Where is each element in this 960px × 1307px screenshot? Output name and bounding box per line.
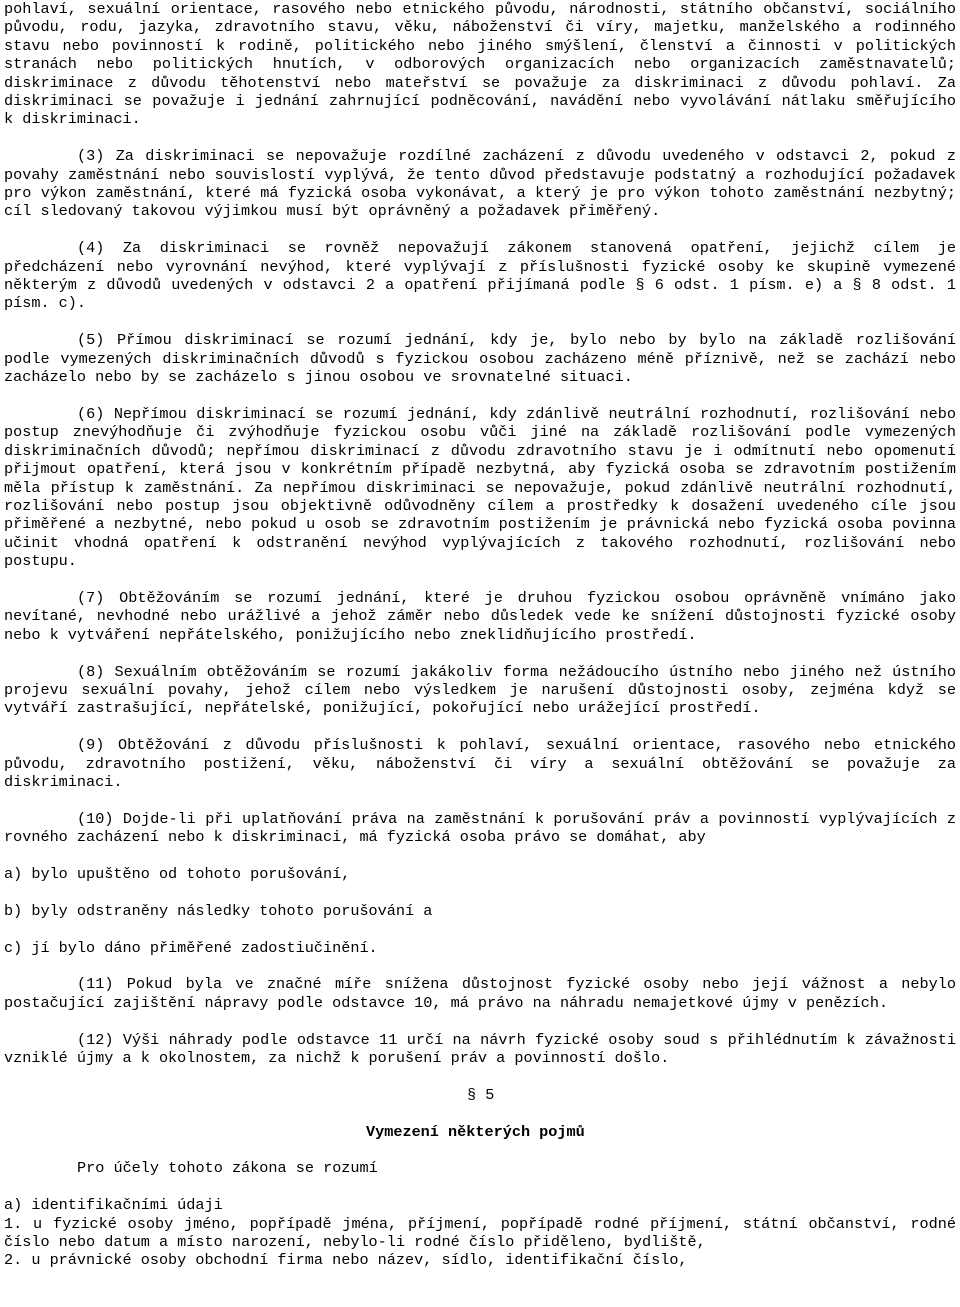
paragraph-6: (6) Nepřímou diskriminací se rozumí jednání, kdy zdánlivě neutrální rozhodnutí, rozlišování nebo postup znevýhodňuje či zvýhodňuje fyzickou osobu vůči jiné na základě rozlišování podle vymezených diskriminačních důvodů; nepřímou diskriminací z důvodu zdravotního stavu je i odmítnutí nebo opomenutí přijmout opatření, která jsou v konkrétním případě nezbytná, aby fyzická osoba se zdravotním postižením měla přístup k zaměstnání. Za nepřímou diskriminaci se nepovažuje, pokud zdánlivě neutrální rozhodnutí, rozlišování nebo postup jsou objektivně odůvodněny cílem a prostředky k dosažení uvedeného cíle jsou přiměřené a nezbytné, nebo pokud u osob se zdravotním postižením je právnická nebo fyzická osoba povinna učinit vhodná opatření k odstranění nevýhod vyplývajících z takového rozhodnutí, rozlišování nebo postupu.	[4, 404, 956, 571]
paragraph-12: (12) Výši náhrady podle odstavce 11 určí na návrh fyzické osoby soud s přihlédnutím k závažnosti vzniklé újmy a k okolnostem, za nichž k porušení práv a povinností došlo.	[4, 1030, 956, 1067]
list-item-c: c) jí bylo dáno přiměřené zadostiučinění.	[4, 938, 378, 957]
paragraph-4: (4) Za diskriminaci se rovněž nepovažují zákonem stanovená opatření, jejichž cílem je předcházení nebo vyrovnání nevýhod, které vyplývají z příslušnosti fyzické osoby ke skupině vymezené některým z důvodů uvedených v odstavci 2 a opatření přijímaná podle § 6 odst. 1 písm. e) a § 8 odst. 1 písm. c).	[4, 239, 956, 313]
paragraph-9: (9) Obtěžování z důvodu příslušnosti k pohlaví, sexuální orientace, rasového nebo etnického původu, zdravotního postižení, věku, náboženství či víry a sexuální obtěžování se považuje za diskriminaci.	[4, 736, 956, 791]
paragraph-10: (10) Dojde-li při uplatňování práva na zaměstnání k porušování práv a povinností vyplývajících z rovného zacházení nebo k diskriminaci, má fyzická osoba právo se domáhat, aby	[4, 809, 956, 847]
paragraph-11: (11) Pokud byla ve značné míře snížena důstojnost fyzické osoby nebo její vážnost a nebylo postačující zajištění nápravy podle odstavce 10, má právo na náhradu nemajetkové újmy v penězích.	[4, 975, 956, 1012]
paragraph-continuation: pohlaví, sexuální orientace, rasového nebo etnického původu, národnosti, státního občanství, sociálního původu, rodu, jazyka, zdravotního stavu, věku, náboženství či víry, majetku, manželského a rodinného stavu nebo povinností k rodině, politického nebo jiného smýšlení, členství a činnosti v politických stranách nebo politických hnutích, v odborových organizacích nebo organizacích zaměstnavatelů; diskriminace z důvodu těhotenství nebo mateřství se považuje za diskriminaci z důvodu pohlaví. Za diskriminaci se považuje i jednání zahrnující podněcování, navádění nebo vyvolávání nátlaku směřujícího k diskriminaci.	[4, 0, 956, 129]
paragraph-7: (7) Obtěžováním se rozumí jednání, které je druhou fyzickou osobou oprávněně vnímáno jako nevítané, nevhodné nebo urážlivé a jehož záměr nebo důsledek vede ke snížení důstojnosti fyzické osoby nebo k vytváření nepřátelského, ponižujícího nebo zneklidňujícího prostředí.	[4, 588, 956, 644]
list-item-b: b) byly odstraněny následky tohoto porušování a	[4, 901, 433, 920]
paragraph-5: (5) Přímou diskriminací se rozumí jednání, kdy je, bylo nebo by bylo na základě rozlišování podle vymezených diskriminačních důvodů s fyzickou osobou zacházeno méně příznivě, než se zachází nebo zacházelo nebo by se zacházelo s jinou osobou ve srovnatelné situaci.	[4, 331, 956, 387]
section-lead: Pro účely tohoto zákona se rozumí	[77, 1159, 378, 1178]
definition-item-a: a) identifikačními údaji	[4, 1196, 223, 1215]
definition-subitem-2: 2. u právnické osoby obchodní firma nebo název, sídlo, identifikační číslo,	[4, 1251, 688, 1270]
definition-subitem-1: 1. u fyzické osoby jméno, popřípadě jména, příjmení, popřípadě rodné příjmení, státní občanství, rodné číslo nebo datum a místo narození, nebylo-li rodné číslo přiděleno, bydliště,	[4, 1214, 956, 1251]
list-item-a: a) bylo upuštěno od tohoto porušování,	[4, 864, 351, 883]
paragraph-3: (3) Za diskriminaci se nepovažuje rozdílné zacházení z důvodu uvedeného v odstavci 2, pokud z povahy zaměstnání nebo souvislostí vyplývá, že tento důvod představuje podstatný a rozhodující požadavek pro výkon zaměstnání, které má fyzická osoba vykonávat, a který je pro výkon tohoto zaměstnání nezbytný; cíl sledovaný takovou výjimkou musí být oprávněný a požadavek přiměřený.	[4, 147, 956, 221]
section-number: § 5	[467, 1085, 495, 1104]
paragraph-8: (8) Sexuálním obtěžováním se rozumí jakákoliv forma nežádoucího ústního nebo jiného než ústního projevu sexuální povahy, jehož cílem nebo výsledkem je narušení důstojnosti osoby, zejména když se vytváří zastrašující, nepřátelské, ponižující, pokořující nebo urážející prostředí.	[4, 662, 956, 718]
section-title: Vymezení některých pojmů	[366, 1122, 585, 1141]
